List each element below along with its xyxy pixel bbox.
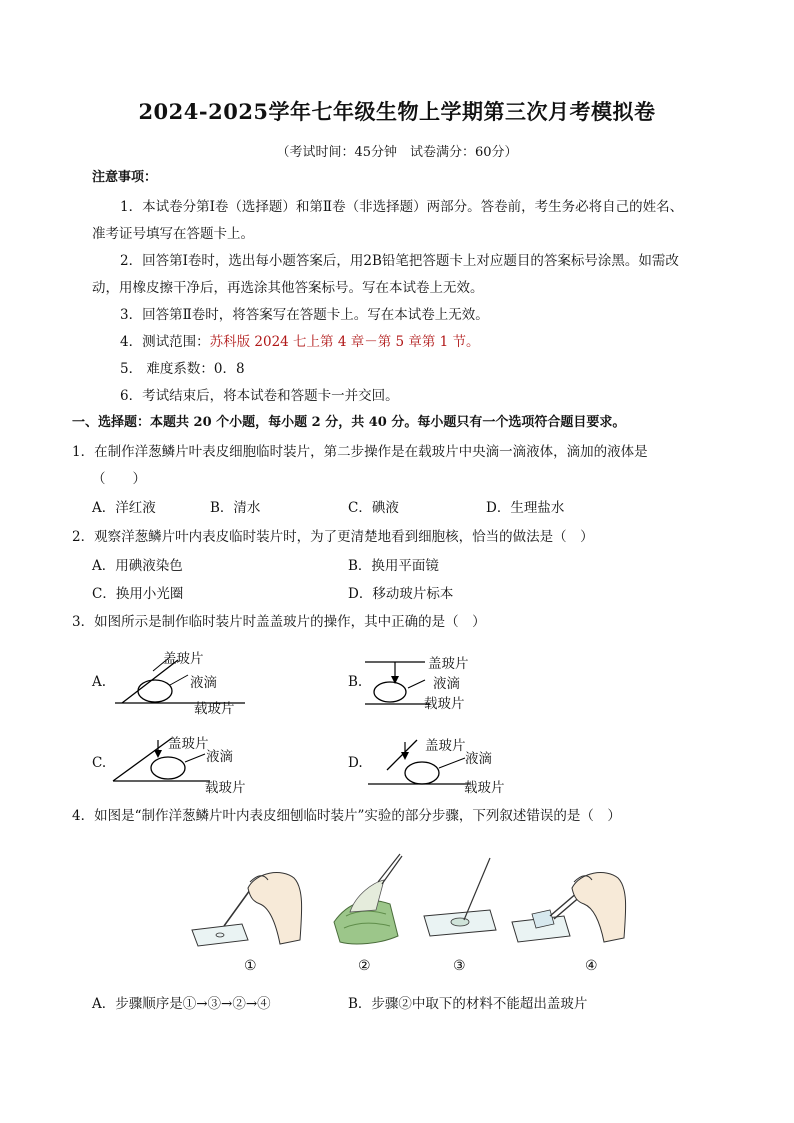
- dropper: [224, 890, 250, 926]
- q2-option-b[interactable]: B．换用平面镜: [348, 558, 439, 574]
- q3-stem: 3．如图所示是制作临时装片时盖盖玻片的操作，其中正确的是（ ）: [72, 614, 486, 630]
- q3-fig-d-slide-label: 载玻片: [464, 780, 505, 796]
- tweezers: [382, 856, 402, 884]
- q2-option-d[interactable]: D．移动玻片标本: [348, 586, 454, 602]
- q3-fig-a-cover-label: 盖玻片: [163, 651, 204, 667]
- q3-fig-a-drop-label: 液滴: [190, 675, 217, 691]
- q1-option-d[interactable]: D．生理盐水: [486, 500, 565, 516]
- q4-option-b[interactable]: B．步骤②中取下的材料不能超出盖玻片: [348, 996, 588, 1012]
- pointer-line: [408, 680, 425, 688]
- q1-option-c[interactable]: C．碘液: [348, 500, 399, 516]
- q3-fig-c-slide-label: 载玻片: [205, 780, 246, 796]
- q4-step1-illustration: [190, 860, 310, 952]
- hand-shape: [248, 873, 302, 944]
- q2-option-c[interactable]: C．换用小光圈: [92, 586, 184, 602]
- q1-stem-paren: （ ）: [92, 471, 146, 487]
- q4-step2-label: ②: [358, 958, 371, 974]
- glass-slide: [192, 924, 248, 946]
- arrow-head: [401, 752, 409, 760]
- q3-fig-b-cover-label: 盖玻片: [428, 656, 469, 672]
- q3-fig-c-label[interactable]: C.: [92, 755, 107, 771]
- arrow-head: [154, 750, 162, 758]
- cover-glass-line: [387, 740, 417, 770]
- q4-step2-illustration: [328, 852, 408, 952]
- notice-item-4-prefix: 4．测试范围：: [120, 334, 210, 350]
- q4-stem: 4．如图是“制作洋葱鳞片叶内表皮细刨临时装片”实验的部分步骤，下列叙述错误的是（ ）: [72, 808, 621, 824]
- q3-fig-c-cover-label: 盖玻片: [168, 736, 209, 752]
- pointer-line: [439, 758, 465, 768]
- notice-item-4: [120, 332, 480, 352]
- q3-fig-b-label[interactable]: B.: [348, 674, 363, 690]
- notice-heading: 注意事项：: [92, 170, 158, 185]
- notice-item-3: 3．回答第Ⅱ卷时，将答案写在答题卡上。写在本试卷上无效。: [120, 307, 489, 323]
- q3-fig-d-label[interactable]: D.: [348, 755, 363, 771]
- q4-step4-illustration: [510, 858, 632, 950]
- q3-fig-b-drop-label: 液滴: [433, 676, 460, 692]
- q4-step4-label: ④: [585, 958, 598, 974]
- drop-shape: [405, 762, 439, 784]
- cover-glass-line: [113, 738, 172, 781]
- q3-fig-b-slide-label: 载玻片: [424, 696, 465, 712]
- q4-step3-label: ③: [453, 958, 466, 974]
- q4-step3-illustration: [422, 852, 502, 944]
- q3-fig-c-drop-label: 液滴: [206, 749, 233, 765]
- q3-fig-d-drop-label: 液滴: [465, 751, 492, 767]
- q1-option-b[interactable]: B．清水: [210, 500, 261, 516]
- notice-item-1a: 1．本试卷分第Ⅰ卷（选择题）和第Ⅱ卷（非选择题）两部分。答卷前，考生务必将自己的姓名、: [120, 199, 684, 215]
- exam-subtitle: （考试时间：45分钟 试卷满分：60分）: [276, 145, 518, 160]
- tweezers: [378, 854, 400, 882]
- q4-option-a[interactable]: A．步骤顺序是①→③→②→④: [92, 996, 271, 1012]
- q2-stem: 2．观察洋葱鳞片叶内表皮临时装片时，为了更清楚地看到细胞核，恰当的做法是（ ）: [72, 529, 594, 545]
- drop-shape: [374, 682, 406, 702]
- drop-shape: [151, 757, 185, 779]
- notice-item-6: 6．考试结束后，将本试卷和答题卡一并交回。: [120, 388, 399, 404]
- drop-shape: [138, 680, 172, 702]
- onion-sample: [451, 918, 469, 926]
- q3-fig-a-label[interactable]: A.: [92, 674, 107, 690]
- q1-option-a[interactable]: A．洋红液: [92, 500, 156, 516]
- q1-stem: 1．在制作洋葱鳞片叶表皮细胞临时装片，第二步操作是在载玻片中央滴一滴液体，滴加的液体是: [72, 444, 648, 460]
- pointer-line: [185, 754, 205, 762]
- q2-option-a[interactable]: A．用碘液染色: [92, 558, 183, 574]
- pointer-line: [170, 675, 188, 685]
- hand-shape: [572, 873, 626, 942]
- q3-fig-d-cover-label: 盖玻片: [425, 738, 466, 754]
- page-title: 2024-2025学年七年级生物上学期第三次月考模拟卷: [138, 99, 656, 124]
- notice-item-2a: 2．回答第Ⅰ卷时，选出每小题答案后，用2B铅笔把答题卡上对应题目的答案标号涂黑。如需改: [120, 253, 679, 269]
- notice-item-1b: 准考证号填写在答题卡上。: [92, 226, 254, 242]
- q4-step1-label: ①: [244, 958, 257, 974]
- notice-item-5: 5． 难度系数：0．8: [120, 361, 245, 377]
- q3-fig-a-slide-label: 载玻片: [194, 701, 235, 717]
- section-heading: 一、选择题：本题共 20 个小题，每小题 2 分，共 40 分。每小题只有一个选项符合题目要求。: [72, 415, 626, 430]
- notice-item-4-range: 苏科版 2024 七上第 4 章－第 5 章第 1 节。: [209, 334, 480, 350]
- notice-item-2b: 动，用橡皮擦干净后，再选涂其他答案标号。写在本试卷上无效。: [92, 280, 484, 296]
